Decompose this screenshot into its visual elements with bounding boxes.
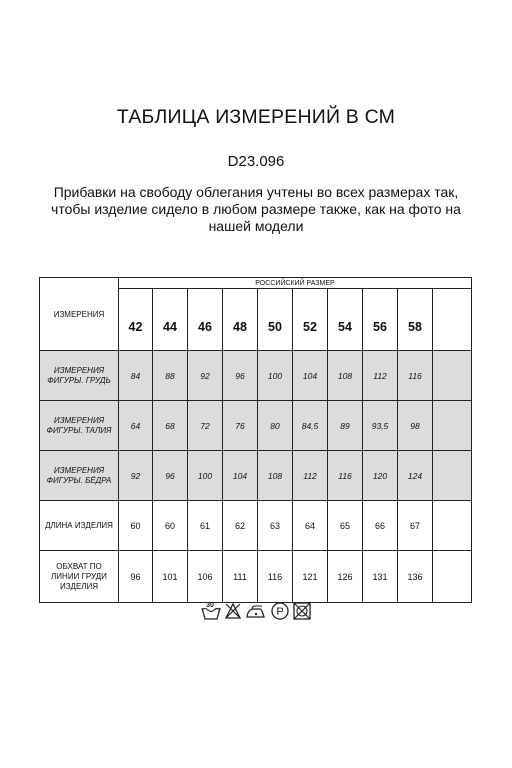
row-label-line: ФИГУРЫ. ГРУДЬ [47, 375, 111, 385]
empty-cell [433, 401, 472, 451]
row-label-line: ИЗМЕРЕНИЯ [53, 365, 105, 375]
size-header-56: 56 [363, 289, 398, 351]
table-cell: 96 [119, 551, 153, 603]
wash-30-icon [200, 601, 222, 621]
table-cell: 64 [293, 501, 328, 551]
table-row [40, 351, 472, 401]
table-cell: 88 [153, 351, 188, 401]
row-label-line: ИЗДЕЛИЯ [59, 581, 99, 591]
row-label [40, 401, 119, 451]
dry-clean-p-icon [270, 601, 290, 621]
row-label [40, 451, 119, 501]
table-row [40, 551, 472, 603]
table-cell: 120 [363, 451, 398, 501]
empty-size-column [433, 289, 472, 351]
iron-low-icon [244, 601, 268, 621]
table-cell: 100 [258, 351, 293, 401]
row-label [40, 501, 119, 551]
table-cell: 68 [153, 401, 188, 451]
table-cell: 67 [398, 501, 433, 551]
table-cell: 126 [328, 551, 363, 603]
table-cell: 112 [363, 351, 398, 401]
size-header-44: 44 [153, 289, 188, 351]
table-cell: 100 [188, 451, 223, 501]
table-cell: 72 [188, 401, 223, 451]
size-header-52: 52 [293, 289, 328, 351]
table-cell: 65 [328, 501, 363, 551]
table-row [40, 501, 472, 551]
size-header-48: 48 [223, 289, 258, 351]
row-label [40, 551, 119, 603]
table-cell: 76 [223, 401, 258, 451]
table-cell: 92 [119, 451, 153, 501]
table-cell: 61 [188, 501, 223, 551]
row-label-line: ЛИНИИ ГРУДИ [51, 571, 107, 581]
table-cell: 124 [398, 451, 433, 501]
row-label-line: ФИГУРЫ. ТАЛИЯ [46, 425, 112, 435]
table-cell: 136 [398, 551, 433, 603]
no-tumble-dry-icon [292, 601, 312, 621]
table-cell: 112 [293, 451, 328, 501]
empty-cell [433, 551, 472, 603]
table-cell: 63 [258, 501, 293, 551]
table-cell: 64 [119, 401, 153, 451]
table-cell: 98 [398, 401, 433, 451]
dry-clean-letter: P [276, 606, 284, 618]
row-label-line: ДЛИНА ИЗДЕЛИЯ [45, 520, 113, 530]
model-code: D23.096 [227, 153, 285, 170]
russian-size-header: РОССИЙСКИЙ РАЗМЕР [119, 278, 472, 289]
table-cell: 92 [188, 351, 223, 401]
table-cell: 108 [258, 451, 293, 501]
table-cell: 60 [153, 501, 188, 551]
table-cell: 66 [363, 501, 398, 551]
no-bleach-icon [224, 601, 242, 621]
table-cell: 104 [223, 451, 258, 501]
wash-temp-label: 30 [206, 602, 214, 609]
row-label [40, 351, 119, 401]
table-cell: 84 [119, 351, 153, 401]
table-row [40, 451, 472, 501]
table-cell: 131 [363, 551, 398, 603]
empty-cell [433, 351, 472, 401]
row-label-line: ИЗМЕРЕНИЯ [53, 415, 105, 425]
fit-note: Прибавки на свободу облегания учтены во всех размерах так, чтобы изделие сидело в любом размере также, как на фото на нашей модели [51, 184, 461, 234]
table-cell: 101 [153, 551, 188, 603]
table-cell: 89 [328, 401, 363, 451]
table-cell: 116 [328, 451, 363, 501]
table-cell: 111 [223, 551, 258, 603]
table-cell: 96 [153, 451, 188, 501]
table-cell: 62 [223, 501, 258, 551]
empty-cell [433, 451, 472, 501]
table-cell: 96 [223, 351, 258, 401]
size-header-50: 50 [258, 289, 293, 351]
row-label-line: ИЗМЕРЕНИЯ [53, 465, 105, 475]
table-cell: 108 [328, 351, 363, 401]
page-title: ТАБЛИЦА ИЗМЕРЕНИЙ В СМ [116, 106, 396, 128]
measurements-header: ИЗМЕРЕНИЯ [40, 278, 119, 351]
table-cell: 104 [293, 351, 328, 401]
size-header-54: 54 [328, 289, 363, 351]
row-label-line: ФИГУРЫ. БЁДРА [46, 475, 112, 485]
table-cell: 93,5 [363, 401, 398, 451]
size-header-58: 58 [398, 289, 433, 351]
table-cell: 121 [293, 551, 328, 603]
care-symbols [200, 601, 312, 621]
table-cell: 116 [398, 351, 433, 401]
table-cell: 116 [258, 551, 293, 603]
empty-cell [433, 501, 472, 551]
table-cell: 84,5 [293, 401, 328, 451]
size-table [39, 277, 472, 603]
table-cell: 60 [119, 501, 153, 551]
table-cell: 106 [188, 551, 223, 603]
row-label-line: ОБХВАТ ПО [56, 561, 102, 571]
size-header-46: 46 [188, 289, 223, 351]
table-cell: 80 [258, 401, 293, 451]
table-header-row [40, 278, 472, 289]
size-header-42: 42 [119, 289, 153, 351]
table-row [40, 401, 472, 451]
